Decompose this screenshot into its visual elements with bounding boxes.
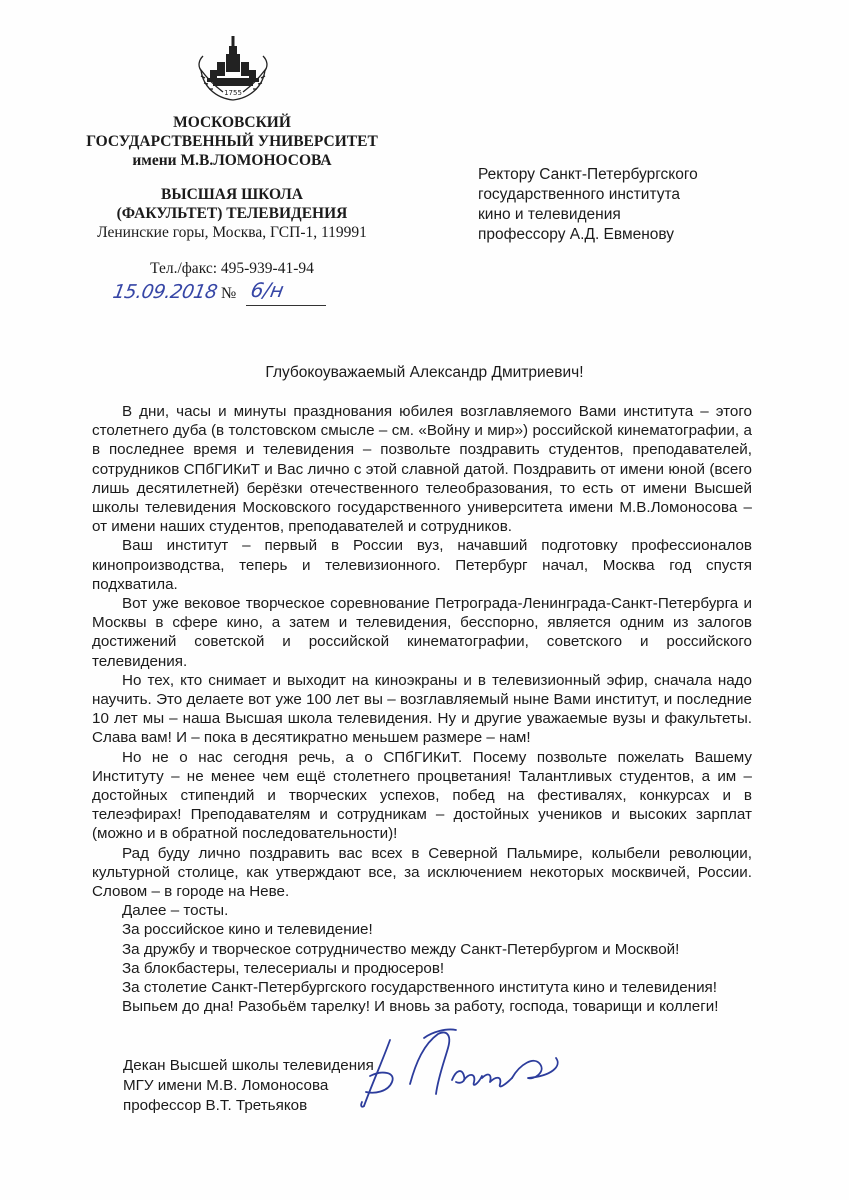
- registration-line: [111, 278, 328, 309]
- msu-emblem-logo: [193, 34, 273, 104]
- phone-fax: Тел./факс: 495-939-41-94: [150, 260, 314, 277]
- toast-line: За российское кино и телевидение!: [122, 921, 373, 939]
- signature-line: профессор В.Т. Третьяков: [123, 1096, 308, 1114]
- salutation: Глубокоуважаемый Александр Дмитриевич!: [265, 364, 584, 381]
- university-name: [82, 113, 382, 170]
- university-line: МОСКОВСКИЙ: [173, 114, 291, 131]
- recipient-block: [478, 165, 818, 245]
- recipient-line: Ректору Санкт-Петербургского: [478, 166, 698, 183]
- toast-line: Выпьем до дна! Разобьём тарелку! И вновь за работу, господа, товарищи и коллеги!: [122, 998, 719, 1016]
- toast-line: Далее – тосты.: [122, 902, 229, 920]
- letter-body: [92, 402, 752, 1017]
- paragraph: Но не о нас сегодня речь, а о СПбГИКиТ. Посему позвольте пожелать Вашему Институту – не менее чем ещё столетнего процветания! Талантливых студентов, а им – достойных стипендий и творческих успехов, побед на фестивалях, конкурсах и в телеэфирах! Преподавателям и сотрудникам – достойных учеников и высоких зарплат (можно и в обратной последовательности)!: [92, 748, 752, 843]
- paragraph: Вот уже вековое творческое соревнование Петрограда-Ленинграда-Санкт-Петербурга и Москвы в сфере кино, а затем и телевидения, бесспорно, является одним из залогов достижений советской и российской кинематографии, советского и российского телевидения.: [92, 595, 752, 670]
- recipient-line: профессору А.Д. Евменову: [478, 226, 675, 243]
- toast-line: За дружбу и творческое сотрудничество между Санкт-Петербургом и Москвой!: [122, 940, 680, 958]
- paragraph: Ваш институт – первый в России вуз, начавший подготовку профессионалов кинопроизводства, теперь и телевизионного. Петербург начал, Москва год спустя подхватила.: [92, 537, 752, 593]
- letterhead-block: [82, 113, 382, 278]
- toast-line: За блокбастеры, телесериалы и продюсеров!: [122, 959, 445, 977]
- school-line: (ФАКУЛЬТЕТ) ТЕЛЕВИДЕНИЯ: [116, 205, 348, 222]
- signature-line: МГУ имени М.В. Ломоносова: [123, 1076, 329, 1094]
- recipient-line: кино и телевидения: [478, 206, 621, 223]
- university-line: ГОСУДАРСТВЕННЫЙ УНИВЕРСИТЕТ: [86, 133, 378, 150]
- paragraph: В дни, часы и минуты празднования юбилея возглавляемого Вами института – этого столетнего дуба (в толстовском смысле – см. «Войну и мир») российской кинематографии, а в последнее время и телевидения – позвольте поздравить студентов, преподавателей, сотрудников СПбГИКиТ и Вас лично с этой славной датой. Поздравить от имени юной (всего лишь десятилетней) берёзки отечественного телеобразования, то есть от имени Высшей школы телевидения Московского государственного университета имени М.В.Ломоносова – от имени наших студентов, преподавателей и сотрудников.: [92, 403, 752, 536]
- school-name: [82, 185, 382, 223]
- signature-line: Декан Высшей школы телевидения: [123, 1057, 374, 1074]
- recipient-line: государственного института: [478, 186, 681, 203]
- emblem-year: 1755: [224, 89, 242, 97]
- toast-line: За столетие Санкт-Петербургского государственного института кино и телевидения!: [122, 979, 717, 997]
- address: Ленинские горы, Москва, ГСП-1, 119991: [97, 224, 367, 241]
- university-line: имени М.В.ЛОМОНОСОВА: [132, 152, 332, 169]
- paragraph: Но тех, кто снимает и выходит на киноэкраны и в телевизионный эфир, сначала надо научить. Это делаете вот уже 100 лет вы – возглавляемый ныне Вами институт, и последние 10 лет мы – наша Высшая школа телевидения. Ну и другие уважаемые вузы и факультеты. Слава вам! И – пока в десятикратно меньшем размере – нам!: [92, 671, 752, 747]
- registration-date: 15.09.2018: [111, 281, 219, 303]
- registration-number: 6/н: [248, 278, 286, 302]
- paragraph: Рад буду лично поздравить вас всех в Северной Пальмире, колыбели революции, культурной столице, как утверждают все, за исключением некоторых москвичей, России. Словом – в городе на Неве.: [92, 844, 752, 901]
- school-line: ВЫСШАЯ ШКОЛА: [161, 186, 303, 203]
- handwritten-signature: [352, 1022, 582, 1117]
- number-underline: [246, 305, 326, 306]
- number-sign: №: [221, 285, 237, 302]
